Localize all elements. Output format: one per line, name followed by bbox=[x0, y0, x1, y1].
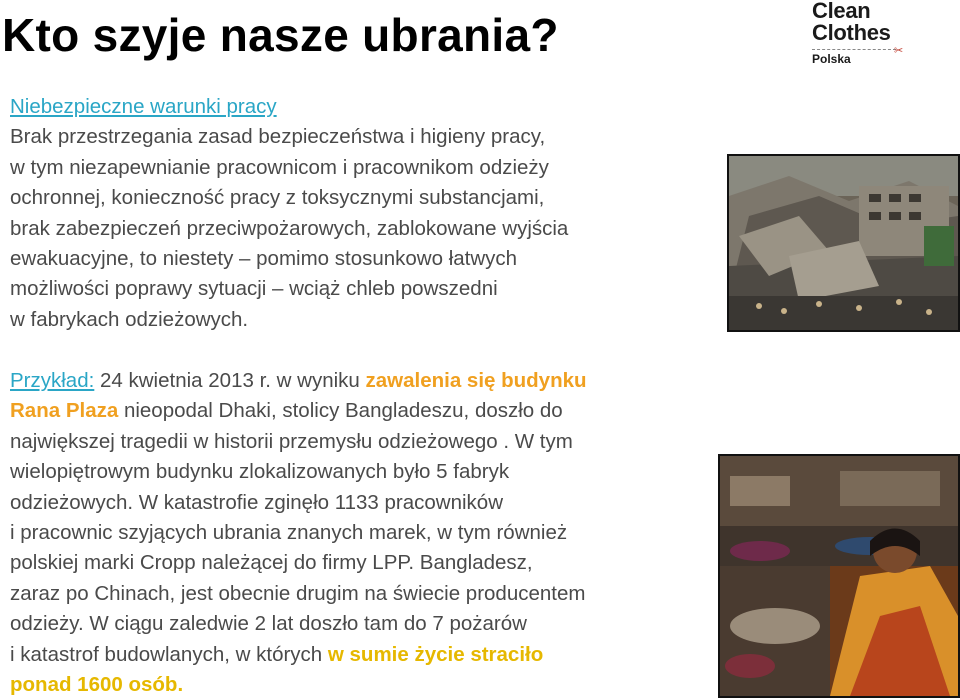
page-title: Kto szyje nasze ubrania? bbox=[2, 9, 559, 61]
paragraph-line: polskiej marki Cropp należącej do firmy LPP. Bangladesz, bbox=[10, 551, 533, 575]
paragraph-line: brak zabezpieczeń przeciwpożarowych, zablokowane wyjścia bbox=[10, 216, 569, 240]
section-unsafe-conditions bbox=[10, 92, 730, 335]
paragraph-line: możliwości poprawy sytuacji – wciąż chleb powszedni bbox=[10, 277, 498, 301]
logo-line-2: Clothes bbox=[812, 20, 891, 45]
paragraph-line: w tym niezapewnianie pracownicom i pracownikom odzieży bbox=[10, 155, 549, 179]
paragraph-line: wielopiętrowym budynku zlokalizowanych było 5 fabryk bbox=[10, 460, 510, 484]
logo-line-1: Clean bbox=[812, 0, 871, 23]
paragraph-text: 24 kwietnia 2013 r. w wyniku bbox=[94, 369, 366, 392]
paragraph-line: odzieżowych. W katastrofie zginęło 1133 pracowników bbox=[10, 490, 504, 514]
collapsed-building-illustration bbox=[729, 156, 958, 330]
paragraph-text: nieopodal Dhaki, stolicy Bangladeszu, doszło do bbox=[118, 399, 563, 423]
section-heading-link[interactable]: Niebezpieczne warunki pracy bbox=[10, 95, 277, 118]
paragraph-line: Brak przestrzegania zasad bezpieczeństwa i higieny pracy, bbox=[10, 125, 546, 149]
paragraph-line: ewakuacyjne, to niestety – pomimo stosunkowo łatwych bbox=[10, 247, 518, 271]
paragraph-text: i katastrof budowlanych, w których bbox=[10, 642, 328, 666]
injured-workers-photo bbox=[718, 454, 960, 698]
highlight-building-collapse: zawalenia się budynku bbox=[365, 369, 587, 392]
highlight-rana-plaza: Rana Plaza bbox=[10, 399, 119, 423]
paragraph-line: i pracownic szyjących ubrania znanych marek, w tym również bbox=[10, 521, 568, 545]
paragraph-line: w fabrykach odzieżowych. bbox=[10, 307, 249, 331]
paragraph-line: odzieży. W ciągu zaledwie 2 lat doszło tam do 7 pożarów bbox=[10, 612, 527, 636]
paragraph-line: największej tragedii w historii przemysłu odzieżowego . W tym bbox=[10, 429, 573, 453]
highlight-lives-lost: w sumie życie straciło bbox=[327, 642, 544, 666]
clean-clothes-logo bbox=[812, 0, 912, 70]
collapsed-building-photo bbox=[727, 154, 960, 332]
logo-line-3: Polska bbox=[812, 52, 851, 66]
highlight-death-toll: ponad 1600 osób. bbox=[10, 673, 184, 697]
example-label-link[interactable]: Przykład: bbox=[10, 369, 95, 392]
scissors-icon: ✂ bbox=[894, 45, 904, 57]
logo-dashed-line bbox=[812, 49, 896, 50]
paragraph-line: zaraz po Chinach, jest obecnie drugim na świecie producentem bbox=[10, 581, 586, 605]
section-rana-plaza bbox=[10, 366, 730, 700]
injured-workers-illustration bbox=[720, 456, 958, 696]
paragraph-line: ochronnej, konieczność pracy z toksycznymi substancjami, bbox=[10, 186, 545, 210]
